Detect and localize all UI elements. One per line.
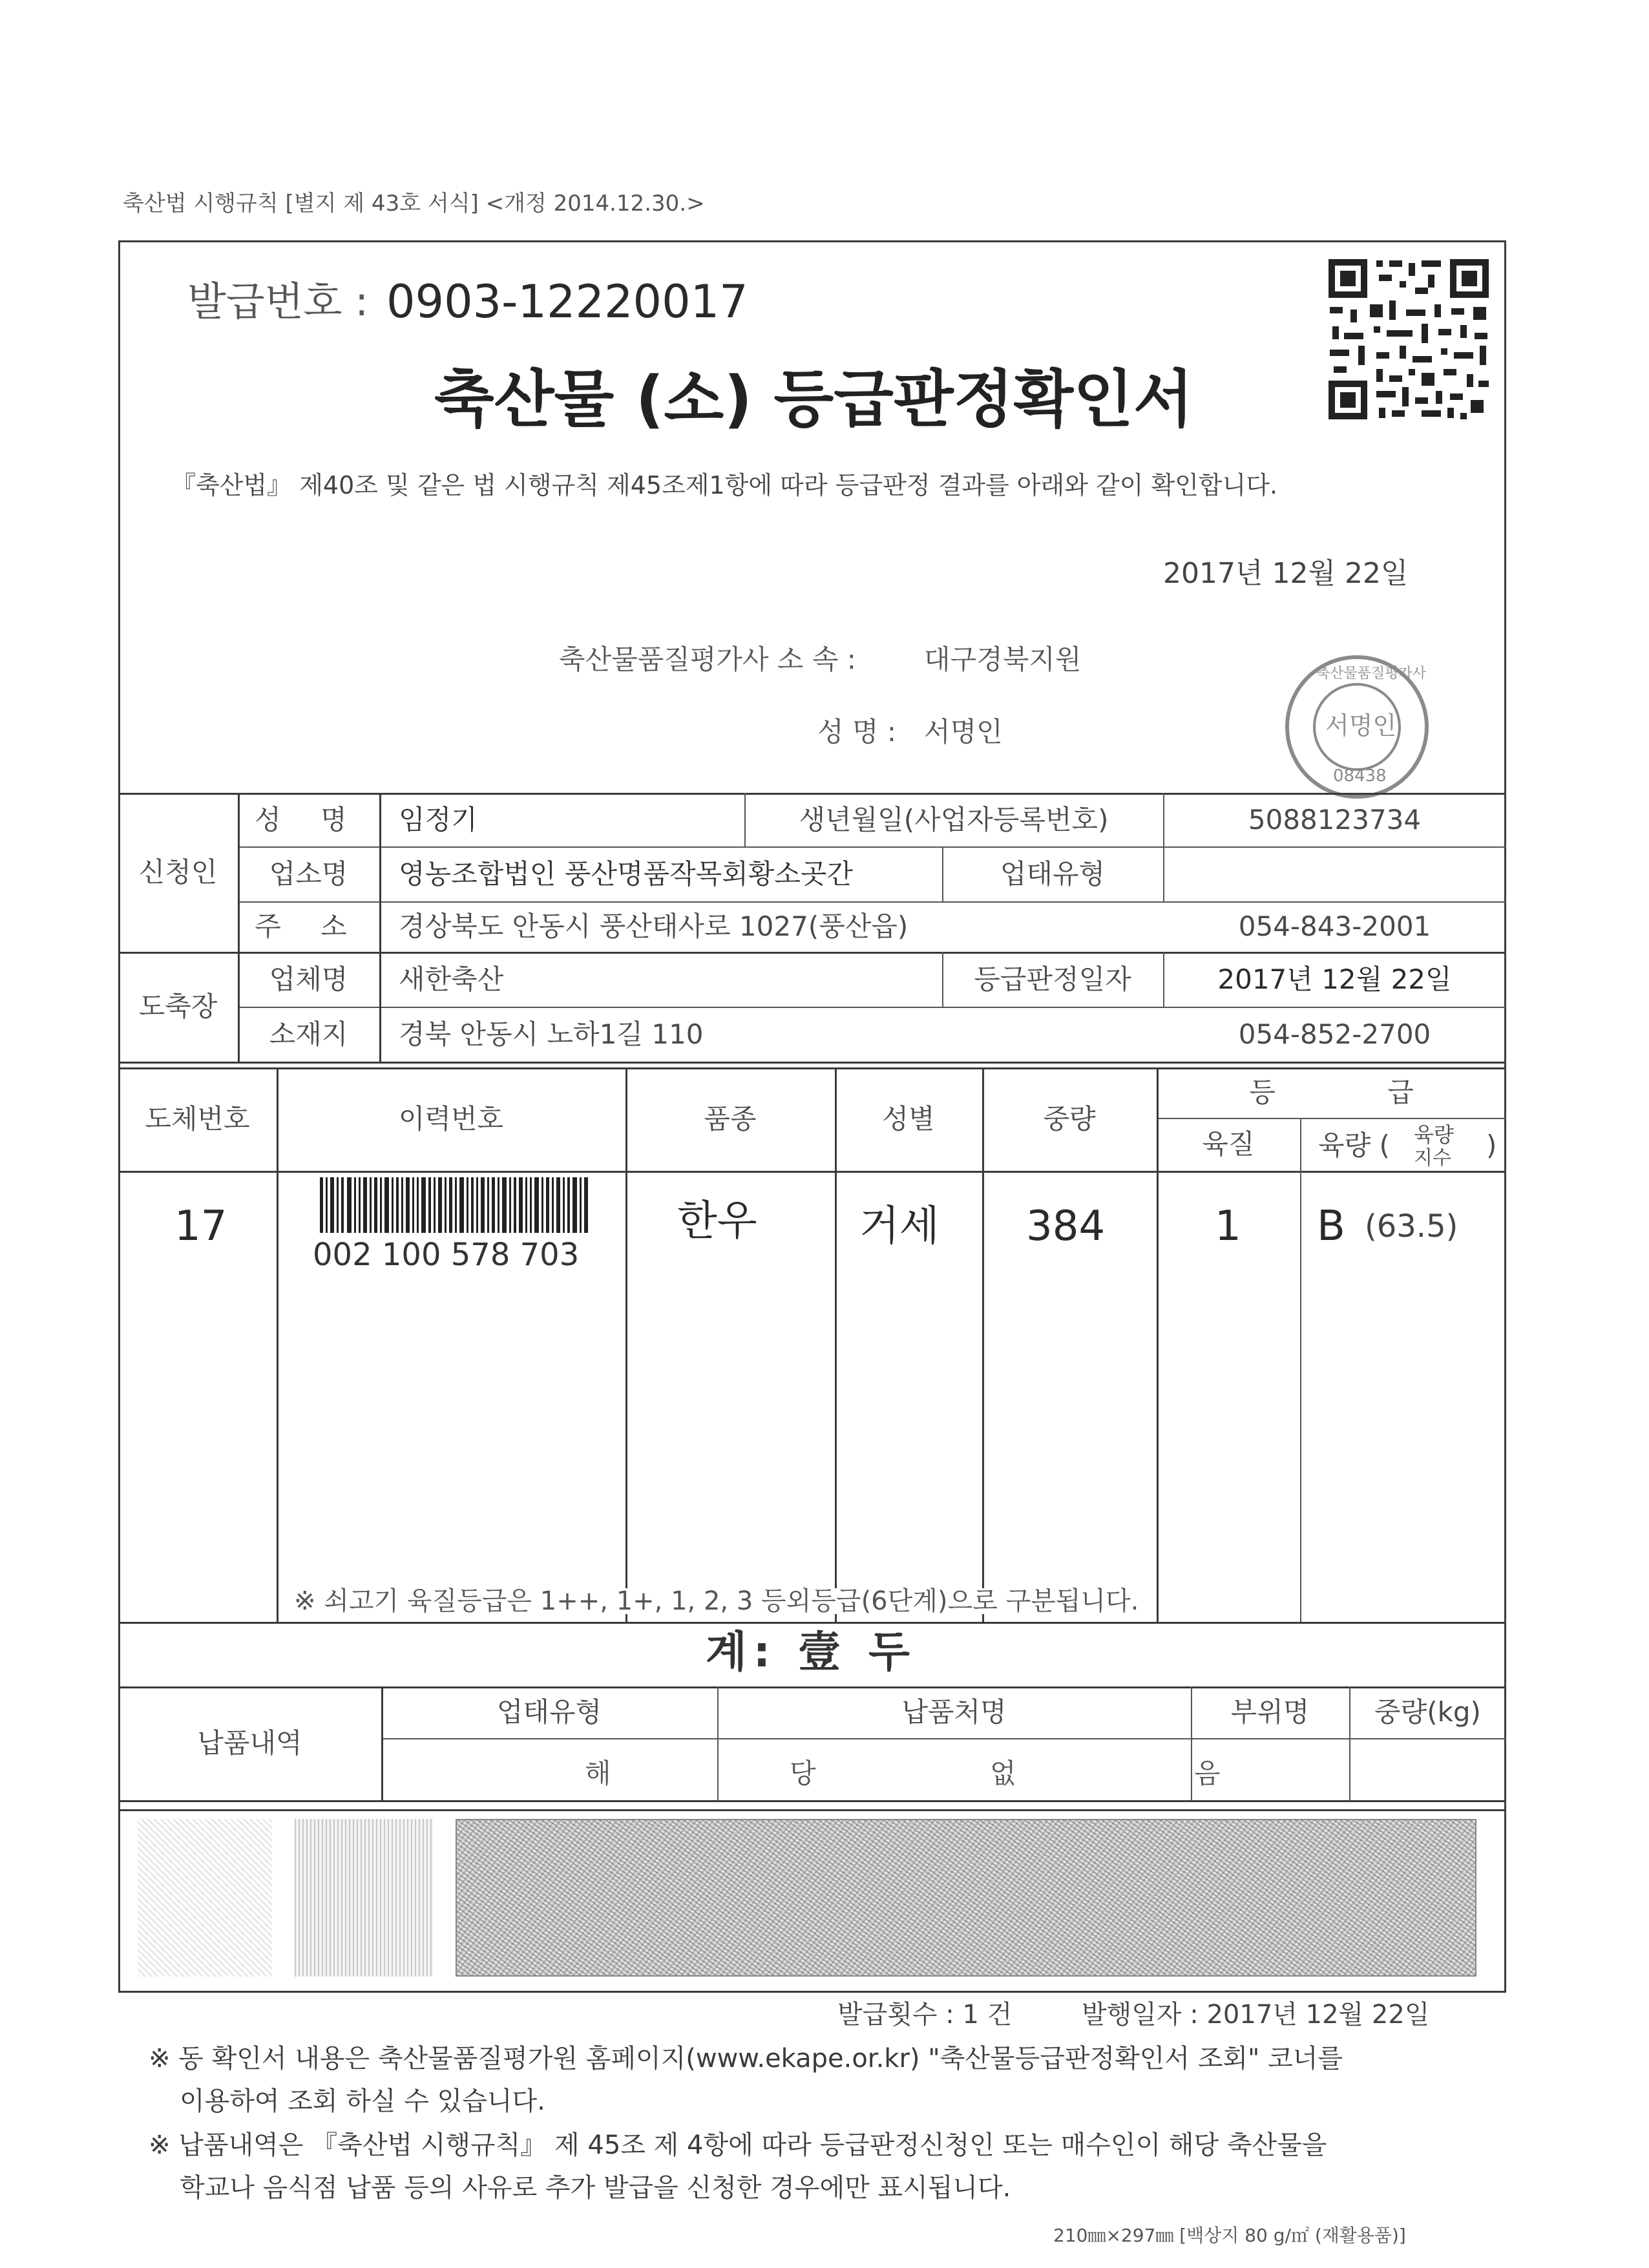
issue-number: 0903-12220017 bbox=[386, 275, 748, 328]
header-carcass-number: 도체번호 bbox=[145, 1103, 250, 1135]
paper-spec: 210㎜×297㎜ [백상지 80 g/㎡ (재활용품)] bbox=[1053, 2225, 1406, 2246]
applicant-business-label: 업소명 bbox=[269, 857, 348, 890]
qr-code-icon bbox=[1325, 255, 1493, 423]
meat-quality-value: 1 bbox=[1215, 1202, 1241, 1250]
applicant-name: 임정기 bbox=[399, 803, 478, 835]
footer-note-line-4: 학교나 음식점 납품 등의 사유로 추가 발급을 신청한 경우에만 표시됩니다. bbox=[180, 2173, 1011, 2203]
header-grade: 등 급 bbox=[1249, 1076, 1465, 1108]
evaluator-name: 서명인 bbox=[924, 716, 1003, 748]
slaughterhouse-phone: 054-852-2700 bbox=[1238, 1018, 1431, 1050]
issue-count: 발급횟수 : 1 건 bbox=[837, 2000, 1013, 2030]
yield-grade-value: B bbox=[1317, 1202, 1345, 1250]
grading-date: 2017년 12월 22일 bbox=[1217, 963, 1452, 995]
header-weight: 중량 bbox=[1043, 1103, 1096, 1135]
applicant-type-label: 업태유형 bbox=[1000, 857, 1106, 890]
trace-number: 002 100 578 703 bbox=[313, 1237, 580, 1273]
applicant-address-label: 주 소 bbox=[255, 910, 362, 942]
sex-value: 거세 bbox=[859, 1202, 940, 1250]
seal-ring-text: 축산물품질평가사 bbox=[1316, 666, 1427, 682]
weight-value: 384 bbox=[1026, 1202, 1106, 1250]
header-sex: 성별 bbox=[882, 1103, 935, 1135]
footer-issue-date: 발행일자 : 2017년 12월 22일 bbox=[1082, 2000, 1430, 2030]
delivery-empty-char-2: 당 bbox=[790, 1758, 816, 1789]
grading-date-label: 등급판정일자 bbox=[974, 963, 1131, 995]
header-yield bbox=[1300, 1118, 1506, 1171]
seal-number: 08438 bbox=[1333, 766, 1387, 786]
breed-value: 한우 bbox=[677, 1197, 757, 1245]
form-reference: 축산법 시행규칙 [별지 제 43호 서식] <개정 2014.12.30.> bbox=[123, 191, 705, 216]
security-pattern-large bbox=[456, 1819, 1476, 1977]
header-yield-index-top: 육량 bbox=[1414, 1122, 1454, 1147]
delivery-empty-char-3: 없 bbox=[990, 1758, 1016, 1789]
header-yield-close: ) bbox=[1486, 1129, 1497, 1161]
evaluator-name-label: 성 명 : bbox=[817, 716, 896, 748]
delivery-section-label: 납품내역 bbox=[197, 1727, 302, 1759]
header-yield-label: 육량 ( bbox=[1318, 1129, 1390, 1161]
applicant-name-label: 성 명 bbox=[255, 803, 362, 835]
delivery-header-type: 업태유형 bbox=[496, 1696, 602, 1728]
yield-index-value: (63.5) bbox=[1365, 1208, 1458, 1244]
header-meat-quality: 육질 bbox=[1202, 1128, 1255, 1160]
evaluator-affiliation: 대구경북지원 bbox=[924, 644, 1082, 675]
applicant-birth-label: 생년월일(사업자등록번호) bbox=[799, 803, 1109, 835]
applicant-phone: 054-843-2001 bbox=[1238, 910, 1431, 942]
seal-center-text: 서명인 bbox=[1325, 711, 1397, 740]
slaughterhouse-location: 경북 안동시 노하1길 110 bbox=[399, 1018, 704, 1050]
security-pattern-small-mid bbox=[295, 1819, 433, 1977]
header-trace-number: 이력번호 bbox=[398, 1103, 504, 1135]
footer-note-line-3: ※ 납품내역은 『축산법 시행규칙』 제 45조 제 4항에 따라 등급판정신청인 또는 매수인이 해당 축산물을 bbox=[149, 2130, 1327, 2160]
applicant-type bbox=[1163, 846, 1506, 901]
delivery-header-weight: 중량(kg) bbox=[1374, 1696, 1481, 1728]
grade-note: ※ 쇠고기 육질등급은 1++, 1+, 1, 2, 3 등외등급(6단계)으로 구분됩니다. bbox=[294, 1588, 1142, 1614]
footer-note-line-2: 이용하여 조회 하실 수 있습니다. bbox=[180, 2086, 545, 2116]
applicant-birth: 5088123734 bbox=[1248, 803, 1422, 835]
footer-note-line-1: ※ 동 확인서 내용은 축산물품질평가원 홈페이지(www.ekape.or.kr) "축산물등급판정확인서 조회" 코너를 bbox=[149, 2044, 1343, 2074]
issue-number-label: 발급번호 : bbox=[187, 278, 369, 325]
barcode-icon bbox=[320, 1177, 591, 1233]
slaughterhouse-company-label: 업체명 bbox=[269, 963, 348, 995]
total-count: 계: 壹 두 bbox=[706, 1627, 916, 1677]
delivery-header-recipient: 납품처명 bbox=[901, 1696, 1007, 1728]
slaughterhouse-company: 새한축산 bbox=[399, 963, 504, 995]
slaughterhouse-section-label: 도축장 bbox=[138, 991, 218, 1022]
document-title: 축산물 (소) 등급판정확인서 bbox=[434, 363, 1193, 436]
security-pattern-small-left bbox=[138, 1819, 272, 1977]
delivery-empty-char-4: 음 bbox=[1194, 1758, 1221, 1789]
applicant-business: 영농조합법인 풍산명품작목회황소곳간 bbox=[399, 857, 854, 890]
applicant-section-label: 신청인 bbox=[138, 856, 218, 888]
intro-text: 『축산법』 제40조 및 같은 법 시행규칙 제45조제1항에 따라 등급판정 결과를 아래와 같이 확인합니다. bbox=[171, 471, 1278, 499]
slaughterhouse-location-label: 소재지 bbox=[269, 1018, 348, 1050]
header-breed: 품종 bbox=[704, 1103, 757, 1135]
applicant-address: 경상북도 안동시 풍산태사로 1027(풍산읍) bbox=[399, 910, 909, 942]
carcass-number: 17 bbox=[174, 1202, 227, 1250]
evaluator-affiliation-label: 축산물품질평가사 소 속 : bbox=[559, 644, 856, 675]
official-seal bbox=[1283, 653, 1431, 801]
issue-date: 2017년 12월 22일 bbox=[1163, 557, 1409, 590]
header-yield-index-bottom: 지수 bbox=[1414, 1147, 1451, 1170]
delivery-header-part: 부위명 bbox=[1230, 1696, 1310, 1728]
delivery-empty-char-1: 해 bbox=[585, 1758, 611, 1789]
